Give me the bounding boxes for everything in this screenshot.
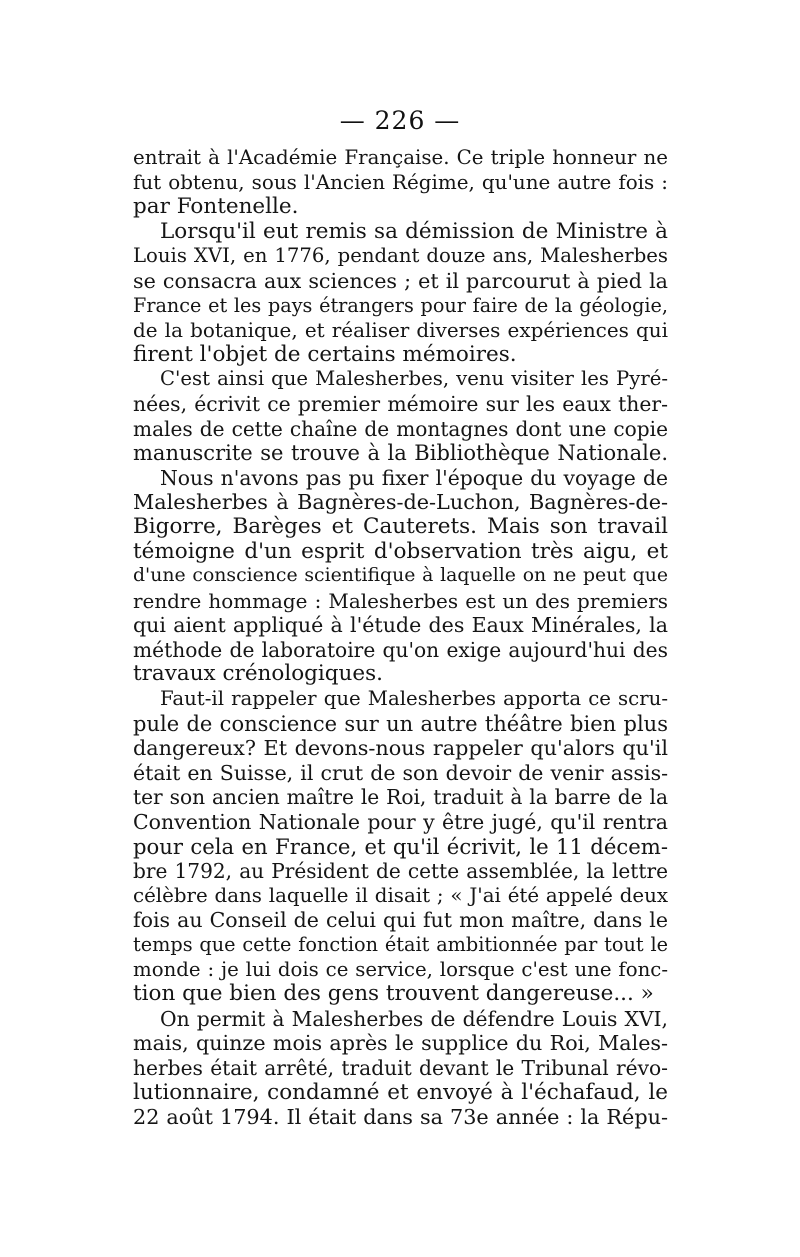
text-line: se consacra aux sciences ; et il parcourut à pied la bbox=[133, 268, 668, 293]
text-line: pour cela en France, et qu'il écrivit, le 11 décem- bbox=[133, 833, 668, 859]
text-line: rendre hommage : Malesherbes est un des premiers bbox=[133, 588, 668, 613]
text-line: C'est ainsi que Malesherbes, venu visiter les Pyré- bbox=[160, 367, 668, 391]
text-line: Convention Nationale pour y être jugé, qu'il rentra bbox=[133, 810, 668, 835]
text-line: d'une conscience scientifique à laquelle on ne peut que bbox=[133, 565, 668, 587]
text-line: travaux crénologiques. bbox=[133, 661, 384, 687]
text-line: par Fontenelle. bbox=[133, 194, 299, 220]
text-line: On permit à Malesherbes de défendre Louis XVI, bbox=[160, 1006, 668, 1031]
text-line: lutionnaire, condamné et envoyé à l'échafaud, le bbox=[133, 1079, 668, 1105]
text-line: firent l'objet de certains mémoires. bbox=[133, 341, 517, 367]
text-line: monde : je lui dois ce service, lorsque c'est une fonc- bbox=[133, 957, 668, 981]
text-line: dangereux? Et devons-nous rappeler qu'alors qu'il bbox=[133, 736, 668, 761]
text-line: 22 août 1794. Il était dans sa 73e année : la Répu- bbox=[133, 1105, 668, 1130]
text-line: méthode de laboratoire qu'on exige aujourd'hui des bbox=[133, 637, 668, 662]
text-line: Louis XVI, en 1776, pendant douze ans, Malesherbes bbox=[133, 244, 668, 268]
text-line: herbes était arrêté, traduit devant le Tribunal révo- bbox=[133, 1055, 668, 1080]
text-line: de la botanique, et réaliser diverses expériences qui bbox=[133, 318, 668, 343]
text-line: temps que cette fonction était ambitionnée par tout le bbox=[133, 933, 668, 956]
text-line: témoigne d'un esprit d'observation très aigu, et bbox=[133, 538, 668, 564]
text-line: pule de conscience sur un autre théâtre bien plus bbox=[133, 710, 668, 736]
text-line: était en Suisse, il crut de son devoir de venir assis- bbox=[133, 760, 668, 785]
text-line: qui aient appliqué à l'étude des Eaux Minérales, la bbox=[133, 613, 668, 638]
text-line: Lorsqu'il eut remis sa démission de Ministre à bbox=[160, 218, 668, 244]
text-line: Malesherbes à Bagnères-de-Luchon, Bagnères-de- bbox=[133, 490, 668, 515]
text-line: ter son ancien maître le Roi, traduit à la barre de la bbox=[133, 785, 668, 810]
body-text bbox=[133, 146, 668, 1130]
text-line: célèbre dans laquelle il disait ; « J'ai été appelé deux bbox=[133, 883, 668, 907]
text-line: nées, écrivit ce premier mémoire sur les eaux ther- bbox=[133, 391, 668, 416]
text-line: manuscrite se trouve à la Bibliothèque Nationale. bbox=[133, 440, 668, 466]
text-line: tion que bien des gens trouvent dangereuse... » bbox=[133, 981, 654, 1007]
text-line: bre 1792, au Président de cette assemblée, la lettre bbox=[133, 859, 668, 884]
text-line: Nous n'avons pas pu fixer l'époque du voyage de bbox=[160, 465, 668, 490]
text-line: fois au Conseil de celui qui fut mon maître, dans le bbox=[133, 908, 668, 933]
text-line: fut obtenu, sous l'Ancien Régime, qu'une autre fois : bbox=[133, 170, 668, 194]
text-line: Faut-il rappeler que Malesherbes apporta ce scru- bbox=[160, 687, 668, 711]
text-line: mais, quinze mois après le supplice du Roi, Males- bbox=[133, 1031, 668, 1056]
text-line: entrait à l'Académie Française. Ce triple honneur ne bbox=[133, 146, 668, 169]
text-line: males de cette chaîne de montagnes dont une copie bbox=[133, 416, 668, 441]
text-line: France et les pays étrangers pour faire de la géologie, bbox=[133, 293, 668, 317]
page-number: — 226 — bbox=[339, 106, 461, 135]
text-line: Bigorre, Barèges et Cauterets. Mais son travail bbox=[133, 513, 668, 539]
